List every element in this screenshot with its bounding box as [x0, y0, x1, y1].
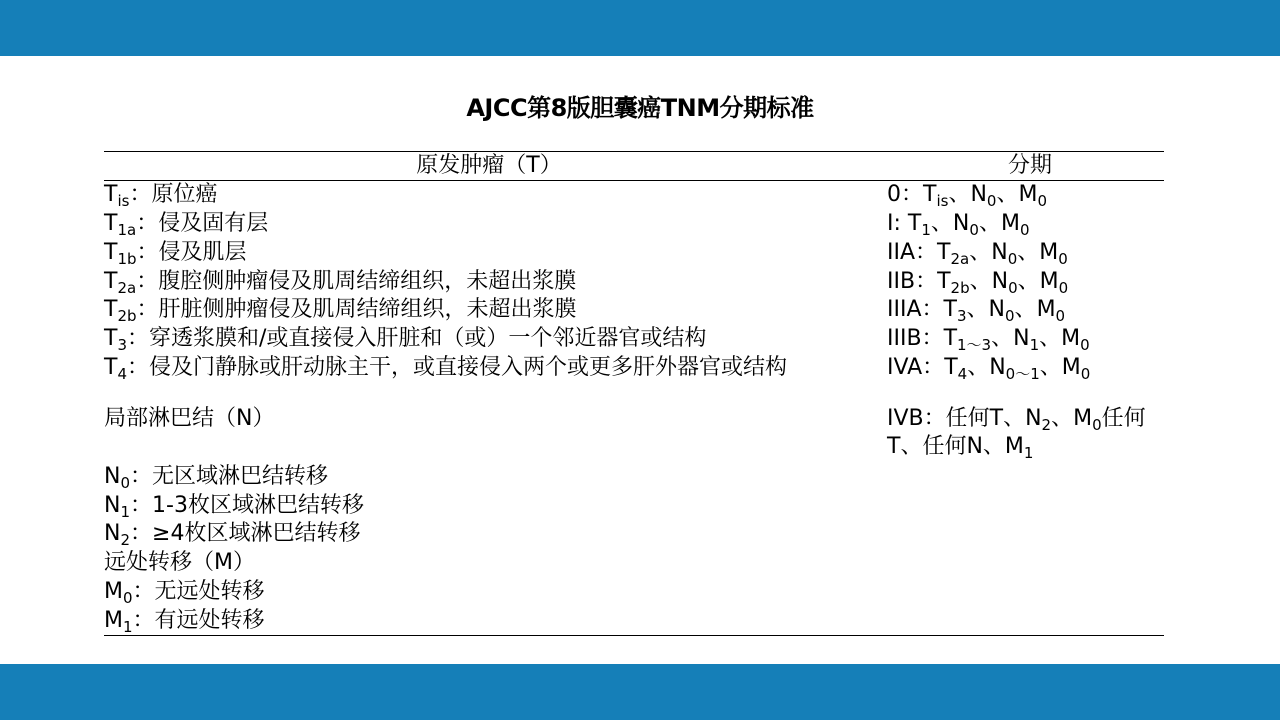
- page-title: AJCC第8版胆囊癌TNM分期标准: [466, 94, 814, 122]
- row-t-1b: $T_{1b}$：侵及肌层: [104, 240, 247, 268]
- row-m-1: $M_1$：有远处转移: [104, 608, 265, 636]
- stage-iiib: IIIB：$T_{1\sim 3}$、$N_1$、$M_0$: [887, 326, 1090, 354]
- row-t-2a: $T_{2a}$：腹腔侧肿瘤侵及肌周结缔组织，未超出浆膜: [104, 269, 577, 297]
- row-n-2: $N_2$：≥4枚区域淋巴结转移: [104, 521, 361, 549]
- m-heading: 远处转移（M）: [104, 550, 255, 575]
- stage-iib: IIB：$T_{2b}$、$N_0$、$M_0$: [887, 269, 1069, 297]
- top-band: [0, 0, 1280, 56]
- row-t-2b: $T_{2b}$：肝脏侧肿瘤侵及肌周结缔组织，未超出浆膜: [104, 297, 577, 325]
- table-bottom-rule: [104, 635, 1164, 636]
- stage-0: 0：$T_{is}$、$N_0$、$M_0$: [887, 182, 1048, 210]
- stage-iiia: IIIA：$T_3$、$N_0$、$M_0$: [887, 297, 1066, 325]
- row-n-1: $N_1$：1-3枚区域淋巴结转移: [104, 493, 364, 521]
- row-t-4: $T_4$：侵及门静脉或肝动脉主干，或直接侵入两个或更多肝外器官或结构: [104, 355, 788, 383]
- n-heading: 局部淋巴结（N）: [104, 406, 275, 431]
- stage-ivb: IVB：任何T、$N_2$、$M_0$任何T、任何N、$M_1$: [887, 406, 1146, 462]
- row-m-0: $M_0$：无远处转移: [104, 579, 265, 607]
- bottom-band: [0, 664, 1280, 720]
- stage-iia: IIA：$T_{2a}$、$N_0$、$M_0$: [887, 240, 1068, 268]
- row-t-1a: $T_{1a}$：侵及固有层: [104, 211, 269, 239]
- stage-iva: IVA：$T_4$、$N_{0\sim 1}$、$M_0$: [887, 355, 1091, 383]
- header-stage: 分期: [1007, 153, 1052, 178]
- row-n-0: $N_0$：无区域淋巴结转移: [104, 464, 329, 492]
- row-t-3: $T_3$：穿透浆膜和/或直接侵入肝脏和（或）一个邻近器官或结构: [104, 326, 707, 354]
- row-t-is: $T_{is}$：原位癌: [104, 182, 218, 210]
- header-tumor: 原发肿瘤（T）: [416, 153, 562, 178]
- stage-i: I: $T_1$、$N_0$、$M_0$: [887, 211, 1030, 239]
